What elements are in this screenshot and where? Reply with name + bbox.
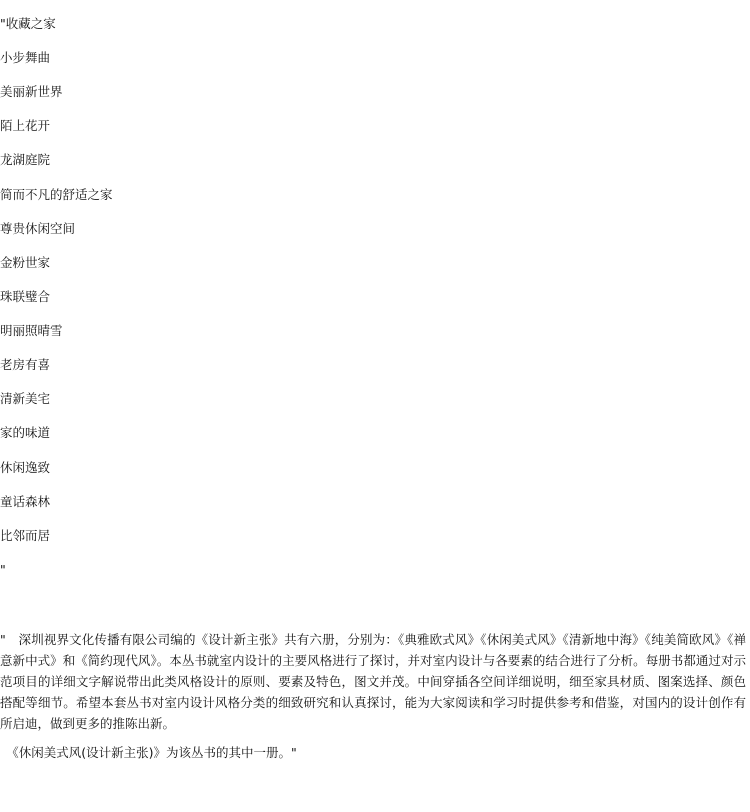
contents-item: 比邻而居 [0, 528, 51, 543]
contents-item: 金粉世家 [0, 255, 51, 270]
contents-item: 小步舞曲 [0, 50, 51, 65]
contents-item: 尊贵休闲空间 [0, 221, 76, 236]
contents-item: 老房有喜 [0, 357, 51, 372]
contents-closing-quote: " [0, 562, 6, 577]
contents-item: 美丽新世界 [0, 84, 63, 99]
contents-item: 龙湖庭院 [0, 152, 51, 167]
contents-item: "收藏之家 [0, 16, 56, 31]
contents-item: 明丽照晴雪 [0, 323, 63, 338]
contents-item: 童话森林 [0, 494, 51, 509]
contents-item: 家的味道 [0, 425, 51, 440]
contents-item: 清新美宅 [0, 391, 51, 406]
intro-paragraph: " 深圳视界文化传播有限公司编的《设计新主张》共有六册，分别为：《典雅欧式风》《休闲美式风》《清新地中海》《纯美简欧风》《禅意新中式》和《简约现代风》。本丛书就室内设计的主要风格进行了探讨，并对室内设计与各要素的结合进行了分析。每册书都通过对示范项目的详细文字解说带出此类风格设计的原则、要素及特色，图文并茂。中间穿插各空间详细说明，细至家具材质、图案选择、颜色搭配等细节。希望本套丛书对室内设计风格分类的细致研究和认真探讨，能为大家阅读和学习时提供参考和借鉴，对国内的设计创作有所启迪，做到更多的推陈出新。 [0, 632, 746, 731]
contents-item: 休闲逸致 [0, 460, 51, 475]
contents-item: 珠联璧合 [0, 289, 51, 304]
closing-paragraph: 《休闲美式风(设计新主张)》为该丛书的其中一册。" [0, 745, 297, 760]
contents-item: 陌上花开 [0, 118, 51, 133]
contents-item: 简而不凡的舒适之家 [0, 187, 113, 202]
